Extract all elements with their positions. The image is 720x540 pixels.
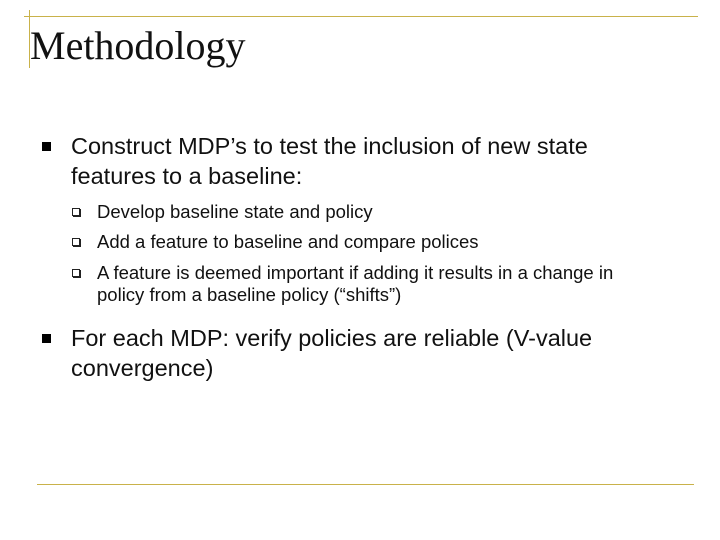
sub-bullet-item — [97, 231, 657, 253]
hollow-square-bullet-icon — [72, 238, 80, 246]
bullet-text: Construct MDP’s to test the inclusion of new state features to a baseline: — [71, 133, 588, 189]
bullet-text: For each MDP: verify policies are reliable (V-value convergence) — [71, 325, 593, 381]
sub-bullet-text: Add a feature to baseline and compare polices — [97, 231, 479, 252]
bottom-rule — [37, 484, 694, 485]
sub-bullet-text: Develop baseline state and policy — [97, 201, 373, 222]
square-bullet-icon — [42, 142, 51, 151]
slide-title: Methodology — [30, 23, 246, 68]
top-rule-horizontal — [24, 16, 698, 17]
hollow-square-bullet-icon — [72, 208, 80, 216]
sub-bullet-item — [97, 262, 637, 306]
bullet-item — [71, 323, 691, 383]
square-bullet-icon — [42, 334, 51, 343]
sub-bullet-item — [97, 201, 657, 223]
bullet-item — [71, 131, 671, 191]
sub-bullet-text: A feature is deemed important if adding it results in a change in policy from a baseline policy (“shifts”) — [97, 262, 614, 305]
hollow-square-bullet-icon — [72, 269, 80, 277]
